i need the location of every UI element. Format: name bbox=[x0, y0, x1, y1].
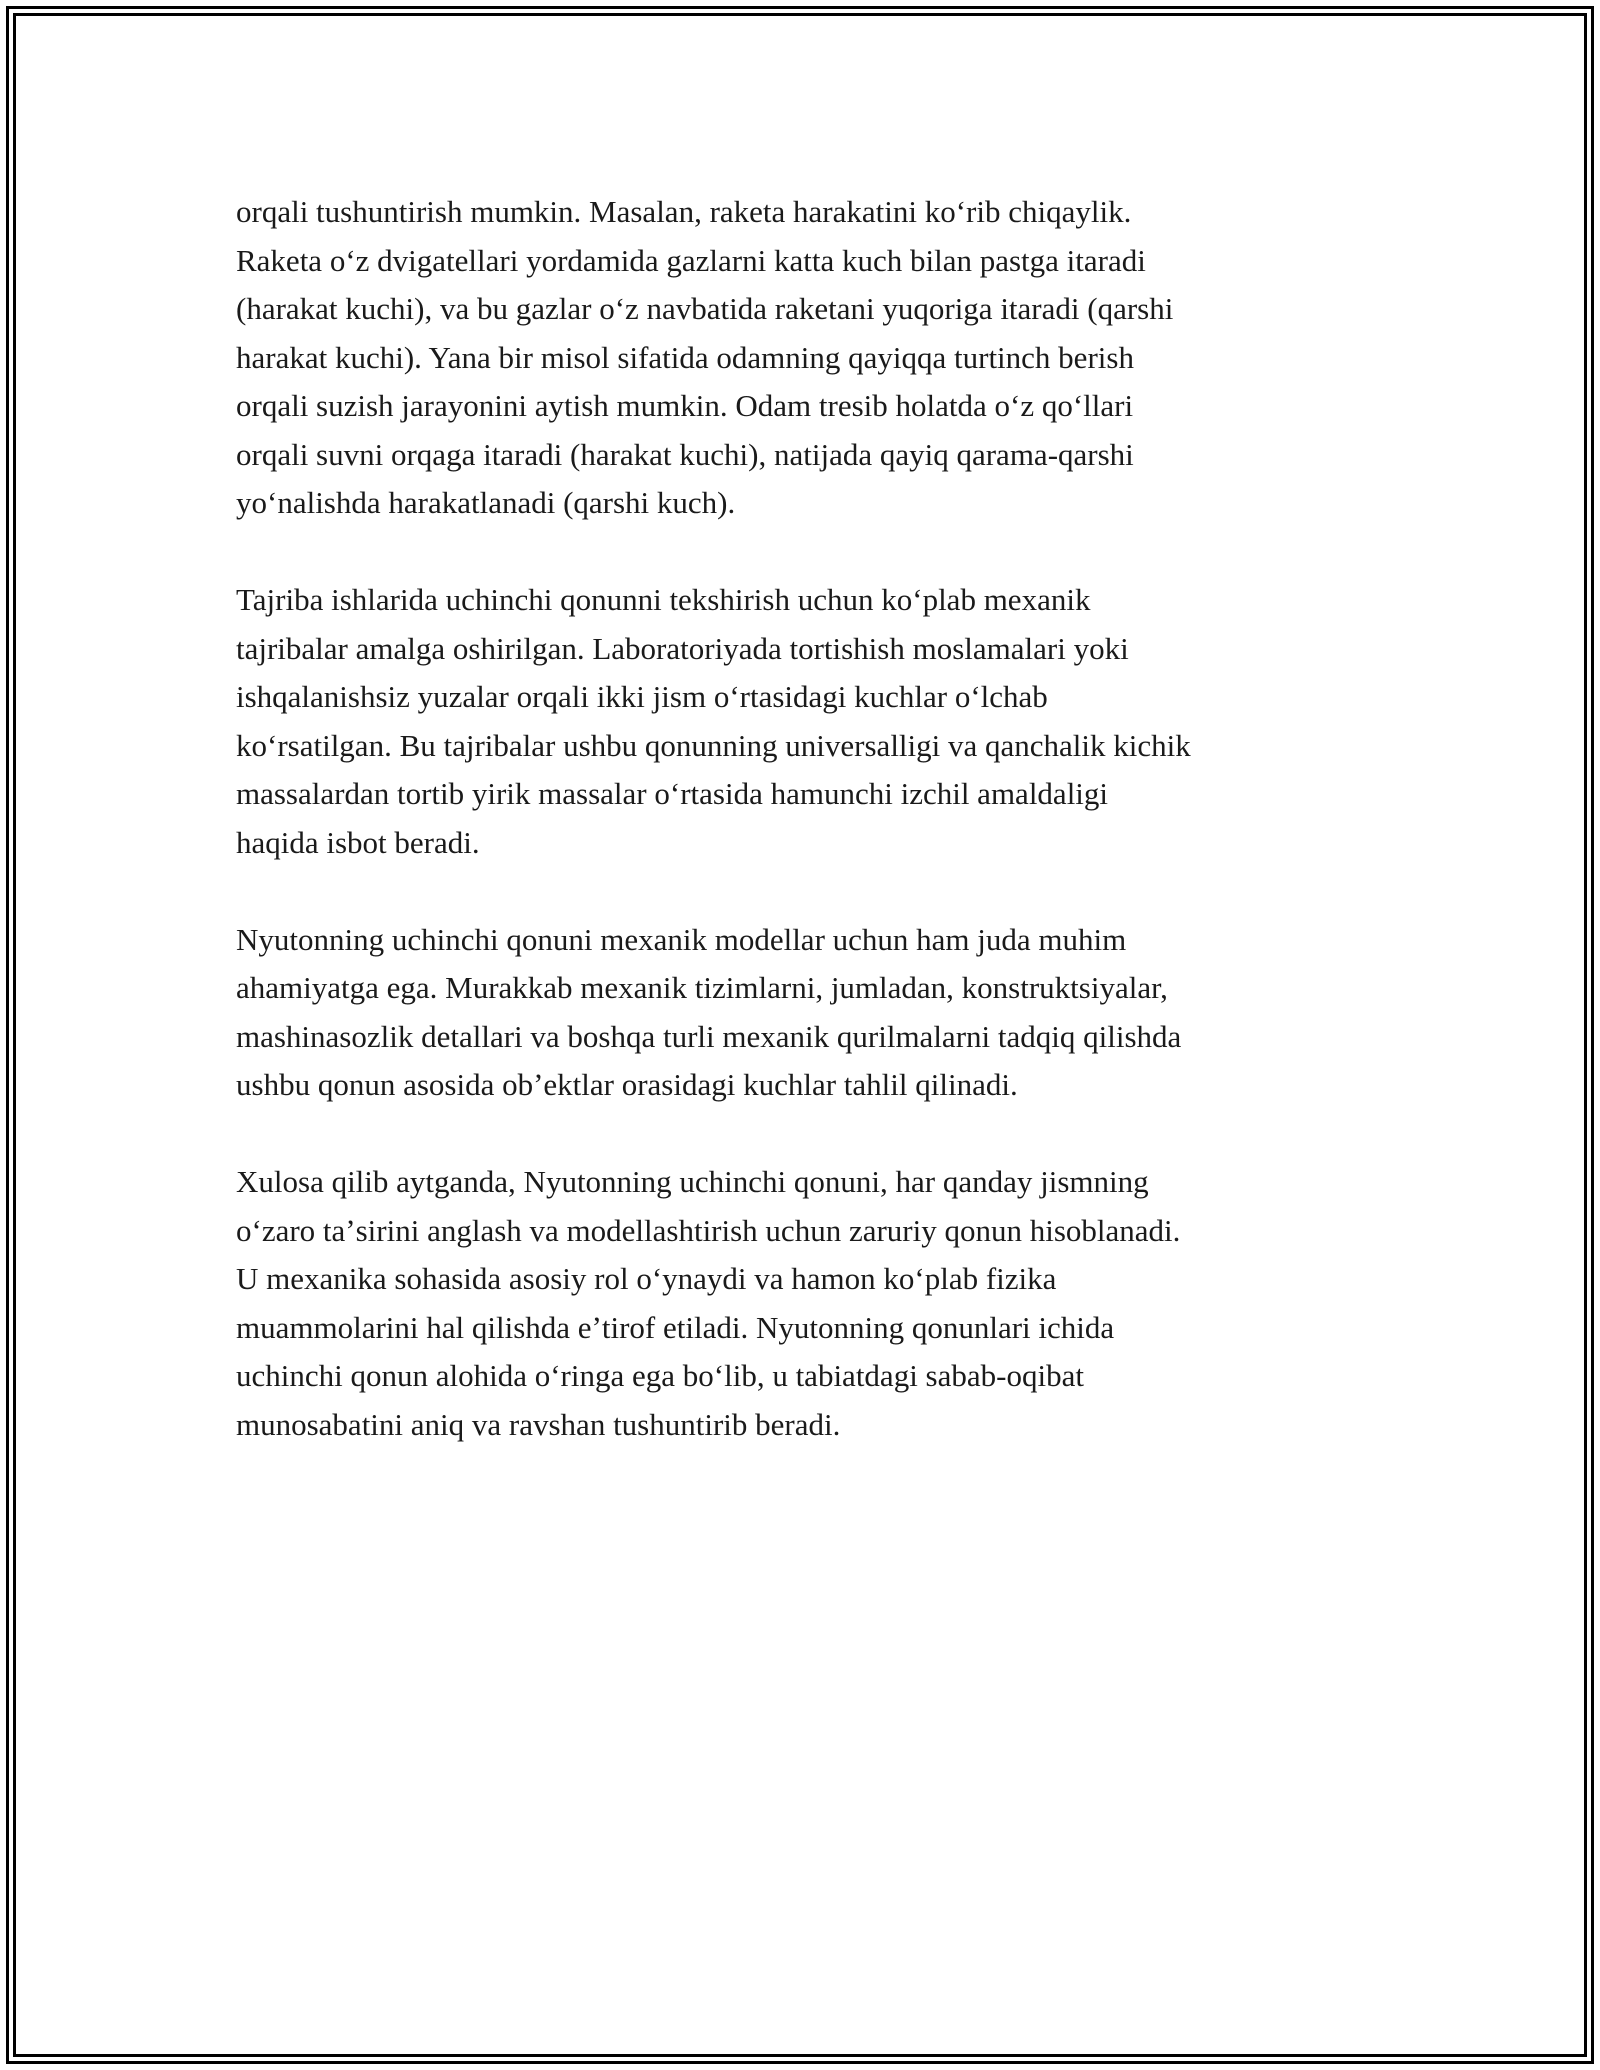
text-line: orqali suvni orqaga itaradi (harakat kuchi), natijada qayiq qarama-qarshi bbox=[236, 436, 1134, 472]
text-line: haqida isbot beradi. bbox=[236, 824, 480, 860]
paragraph-3 bbox=[236, 916, 1386, 1110]
text-line: ahamiyatga ega. Murakkab mexanik tizimlarni, jumladan, konstruktsiyalar, bbox=[236, 970, 1168, 1005]
text-line: ushbu qonun asosida obʼektlar orasidagi kuchlar tahlil qilinadi. bbox=[236, 1067, 1018, 1102]
text-line: yoʻnalishda harakatlanadi (qarshi kuch). bbox=[236, 485, 736, 520]
text-line: (harakat kuchi), va bu gazlar oʻz navbatida raketani yuqoriga itaradi (qarshi bbox=[236, 291, 1174, 326]
text-line: harakat kuchi). Yana bir misol sifatida odamning qayiqqa turtinch berish bbox=[236, 339, 1134, 375]
text-line: Raketa oʻz dvigatellari yordamida gazlarni katta kuch bilan pastga itaradi bbox=[236, 242, 1146, 278]
text-line: muammolarini hal qilishda eʼtirof etiladi. Nyutonning qonunlari ichida bbox=[236, 1309, 1115, 1345]
text-line: Nyutonning uchinchi qonuni mexanik modellar uchun ham juda muhim bbox=[236, 921, 1127, 957]
text-line: orqali tushuntirish mumkin. Masalan, raketa harakatini koʻrib chiqaylik. bbox=[236, 194, 1132, 229]
text-line: tajribalar amalga oshirilgan. Laboratoriyada tortishish moslamalari yoki bbox=[236, 630, 1129, 666]
text-line: Tajriba ishlarida uchinchi qonunni tekshirish uchun koʻplab mexanik bbox=[236, 582, 1091, 617]
text-line: munosabatini aniq va ravshan tushuntirib beradi. bbox=[236, 1406, 841, 1442]
paragraph-2 bbox=[236, 576, 1386, 867]
text-line: Xulosa qilib aytganda, Nyutonning uchinchi qonuni, har qanday jismning bbox=[236, 1164, 1149, 1199]
text-line: ishqalanishsiz yuzalar orqali ikki jism oʻrtasidagi kuchlar oʻlchab bbox=[236, 679, 1048, 714]
paragraph-4 bbox=[236, 1158, 1386, 1449]
document-body bbox=[236, 188, 1386, 1498]
text-line: orqali suzish jarayonini aytish mumkin. Odam tresib holatda oʻz qoʻllari bbox=[236, 388, 1134, 423]
text-line: U mexanika sohasida asosiy rol oʻynaydi va hamon koʻplab fizika bbox=[236, 1261, 1057, 1296]
text-line: uchinchi qonun alohida oʻringa ega boʻlib, u tabiatdagi sabab-oqibat bbox=[236, 1358, 1084, 1393]
text-line: mashinasozlik detallari va boshqa turli mexanik qurilmalarni tadqiq qilishda bbox=[236, 1018, 1182, 1054]
text-line: koʻrsatilgan. Bu tajribalar ushbu qonunning universalligi va qanchalik kichik bbox=[236, 727, 1191, 763]
text-line: massalardan tortib yirik massalar oʻrtasida hamunchi izchil amaldaligi bbox=[236, 776, 1109, 811]
text-line: oʻzaro taʼsirini anglash va modellashtirish uchun zaruriy qonun hisoblanadi. bbox=[236, 1212, 1181, 1248]
paragraph-1 bbox=[236, 188, 1386, 528]
